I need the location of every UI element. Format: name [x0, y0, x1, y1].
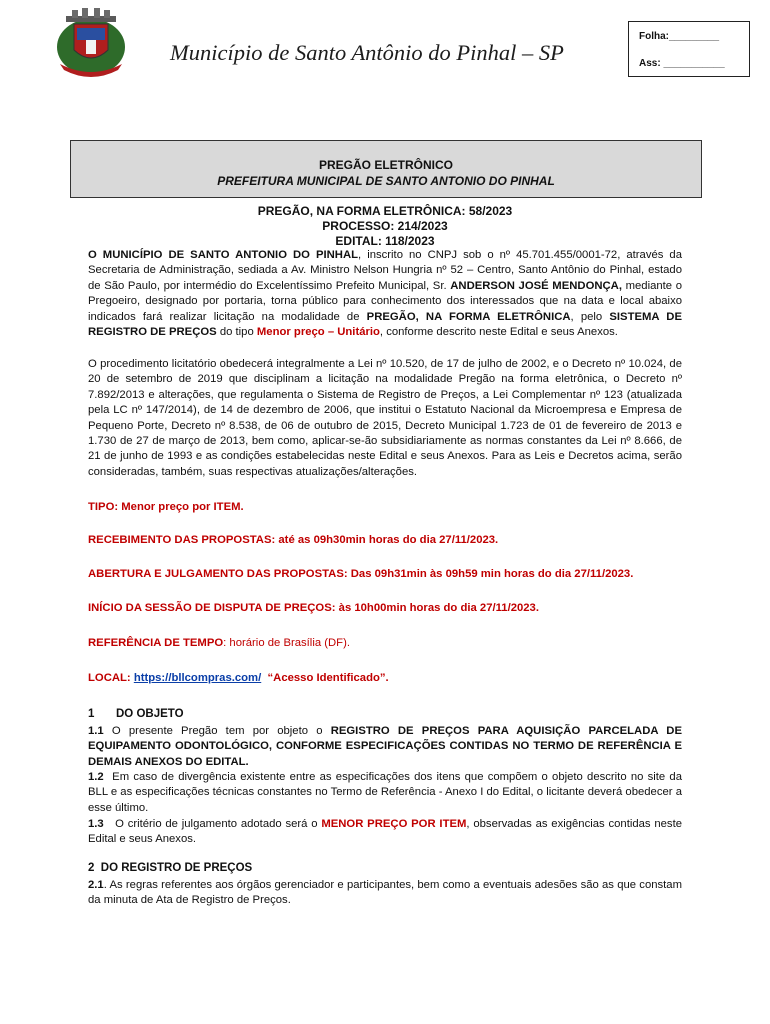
- section1-item3: [88, 817, 682, 848]
- edital-header-box: [70, 140, 702, 198]
- item-1-2-text: Em caso de divergência existente entre as especificações dos itens que compõem o objeto descrito no site da BLL e as especificações técnicas constantes no Termo de Referência - Anexo I do Edital, o licitante deverá obedecer a esse último.: [88, 771, 686, 814]
- header-box-title: PREGÃO ELETRÔNICO: [318, 158, 453, 172]
- section1-title: DO OBJETO: [116, 708, 184, 720]
- local-access: “Acesso Identificado”.: [261, 672, 389, 684]
- item-1-3-text: O critério de julgamento adotado será o: [103, 818, 322, 830]
- item-1-3-text-end: , observadas as exigências contidas neste Edital e seus Anexos.: [88, 818, 682, 846]
- edital-number: EDITAL: 118/2023: [335, 234, 435, 248]
- item-1-3-criterion: MENOR PREÇO POR ITEM: [321, 818, 467, 830]
- intro-text-5: , conforme descrito neste Edital e seus Anexos.: [379, 326, 618, 339]
- signature-field: Ass: ___________: [639, 58, 725, 69]
- mayor-name: ANDERSON JOSÉ MENDONÇA,: [450, 279, 622, 292]
- recebimento-value: : até as 09h30min horas do dia 27/11/2023.: [271, 534, 499, 546]
- intro-paragraph: [88, 248, 682, 340]
- intro-org: O MUNICÍPIO DE SANTO ANTONIO DO PINHAL: [88, 249, 359, 261]
- recebimento-label: RECEBIMENTO DAS PROPOSTAS: [88, 534, 272, 546]
- intro-text-1: , inscrito no CNPJ sob o nº 45.701.455/0001-72, através da Secretaria de Administração, sediada a Av. Ministro Nelson Hungria nº 52 – Centro, Santo Antônio do Pinhal, estado de São Paulo, por intermédio do Excelentíssimo Prefeito Municipal, Sr.: [88, 249, 682, 292]
- section1-item2: [88, 770, 686, 816]
- tipo-line: TIPO: Menor preço por ITEM.: [88, 501, 244, 513]
- referencia-value: : horário de Brasília (DF).: [223, 637, 350, 649]
- referencia-label: REFERÊNCIA DE TEMPO: [88, 637, 224, 649]
- intro-text-3: , pelo: [570, 310, 610, 323]
- item-1-1-text: O presente Pregão tem por objeto o: [103, 725, 331, 737]
- abertura-line: [88, 568, 682, 580]
- processo-number: PROCESSO: 214/2023: [322, 219, 448, 233]
- abertura-value: : Das 09h31min às 09h59 min horas do dia 27/11/2023.: [343, 568, 634, 580]
- bll-link[interactable]: https://bllcompras.com/: [133, 672, 262, 684]
- item-1-3-number: 1.3: [88, 818, 104, 830]
- item-2-1-text: . As regras referentes aos órgãos gerenciador e participantes, bem como a eventuais adesões são as que constam da minuta de Ata de Registro de Preços.: [88, 879, 682, 907]
- procedure-paragraph: O procedimento licitatório obedecerá integralmente a Lei nº 10.520, de 17 de julho de 2002, e o Decreto nº 10.024, de 20 de setembro de 2019 que disciplinam a licitação na modalidade Pregão na forma eletrônica, o Decreto nº 7.892/2013 e alterações, que regulamenta o Sistema de Registro de Preços, a Lei Complementar nº 123 (atualizada pela LC nº 147/2014), de 14 de dezembro de 2006, que institui o Estatuto Nacional da Microempresa e Empresa de Pequeno Porte, Decreto nº 8.538, de 06 de outubro de 2015, Decreto Municipal 1.723 de 01 de fevereiro de 2013 e 1.730 de 27 de março de 2013, bem como, aplicar-se-ão subsidiariamente as normas constantes da Lei nº 8.666, de 21 de junho de 1993 e as condições estabelecidas neste Edital e seus Anexos. Para as Leis e Decretos acima, serão consideradas, também, suas respectivas atualizações/alterações.: [88, 358, 682, 478]
- referencia-line: [88, 637, 682, 649]
- inicio-value: : às 10h00min horas do dia 27/11/2023.: [331, 602, 539, 614]
- inicio-label: INÍCIO DA SESSÃO DE DISPUTA DE PREÇOS: [88, 602, 332, 614]
- intro-text-4: do tipo: [216, 326, 257, 339]
- section1-item1: [88, 724, 682, 770]
- item-2-1-number: 2.1: [88, 879, 104, 891]
- item-1-2-number: 1.2: [88, 771, 104, 783]
- section1-number: 1: [88, 708, 95, 720]
- modality: PREGÃO, NA FORMA ELETRÔNICA: [366, 310, 571, 323]
- pregao-number: PREGÃO, NA FORMA ELETRÔNICA: 58/2023: [257, 204, 513, 218]
- section2-title: 2 DO REGISTRO DE PREÇOS: [88, 862, 253, 874]
- header-box-subtitle: PREFEITURA MUNICIPAL DE SANTO ANTONIO DO PINHAL: [217, 174, 555, 188]
- intro-text-2: mediante o Pregoeiro, designado por portaria, torna público para conhecimento dos interessados que na data e local abaixo indicados fará realizar licitação na modalidade de: [88, 279, 682, 323]
- abertura-label: ABERTURA E JULGAMENTO DAS PROPOSTAS: [88, 568, 344, 580]
- item-1-1-object: REGISTRO DE PREÇOS PARA AQUISIÇÃO PARCELADA DE EQUIPAMENTO ODONTOLÓGICO, CONFORME ESPECIFICAÇÕES CONTIDAS NO TERMO DE REFERÊNCIA E DEMAIS ANEXOS DO EDITAL.: [88, 725, 682, 768]
- local-line: [88, 672, 682, 684]
- inicio-line: [88, 602, 682, 614]
- municipal-crest: [52, 6, 130, 80]
- folha-stamp-box: [628, 21, 750, 77]
- section2-item1: [88, 878, 682, 909]
- local-label: LOCAL:: [88, 672, 134, 684]
- municipality-title: Município de Santo Antônio do Pinhal – SP: [170, 40, 564, 65]
- judgment-type: Menor preço – Unitário: [256, 326, 380, 339]
- item-1-1-number: 1.1: [88, 725, 104, 737]
- recebimento-line: [88, 534, 682, 546]
- price-system: SISTEMA DE REGISTRO DE PREÇOS: [88, 310, 682, 339]
- folha-field: Folha:_________: [639, 31, 720, 42]
